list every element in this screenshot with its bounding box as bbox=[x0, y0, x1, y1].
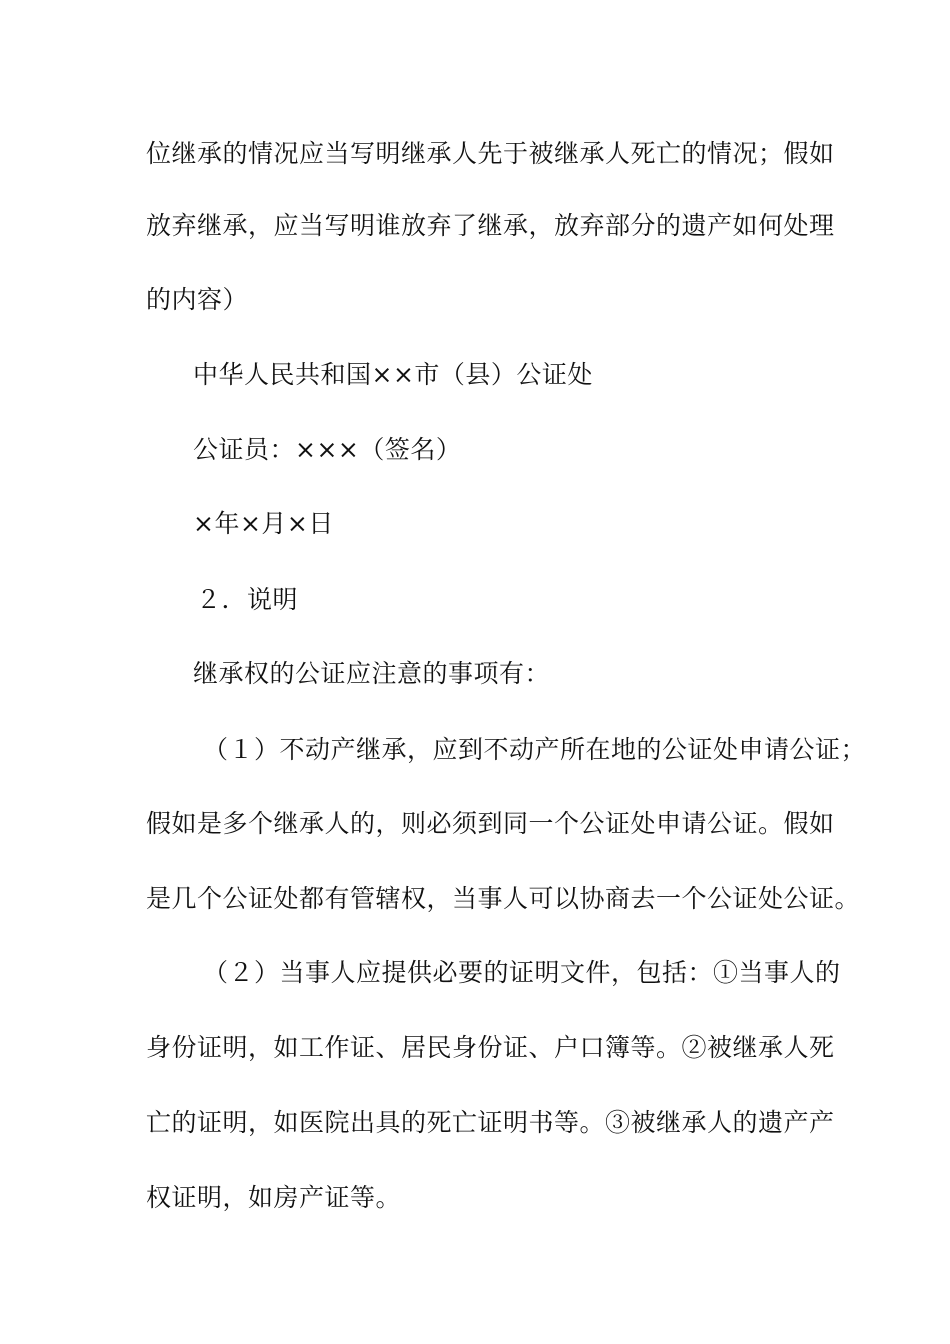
list-item-line: 身份证明，如工作证、居民身份证、户口簿等。②被继承人死 bbox=[146, 1033, 835, 1062]
notary-office-line: 中华人民共和国××市（县）公证处 bbox=[193, 360, 593, 389]
paragraph-line: 的内容） bbox=[146, 285, 249, 314]
notary-signature-line: 公证员：×××（签名） bbox=[193, 435, 462, 464]
paragraph-line: 继承权的公证应注意的事项有： bbox=[193, 659, 551, 688]
list-item-line: （２）当事人应提供必要的证明文件，包括：①当事人的 bbox=[203, 958, 841, 987]
list-item-line: 亡的证明，如医院出具的死亡证明书等。③被继承人的遗产产 bbox=[146, 1108, 835, 1137]
date-line: ×年×月×日 bbox=[193, 509, 334, 538]
list-item-line: （１）不动产继承，应到不动产所在地的公证处申请公证； bbox=[203, 735, 867, 764]
paragraph-line: 放弃继承，应当写明谁放弃了继承，放弃部分的遗产如何处理 bbox=[146, 211, 835, 240]
paragraph-line: 位继承的情况应当写明继承人先于被继承人死亡的情况；假如 bbox=[146, 139, 835, 168]
list-item-line: 是几个公证处都有管辖权，当事人可以协商去一个公证处公证。 bbox=[146, 884, 861, 913]
list-item-line: 假如是多个继承人的，则必须到同一个公证处申请公证。假如 bbox=[146, 809, 835, 838]
list-item-line: 权证明，如房产证等。 bbox=[146, 1183, 402, 1212]
section-heading: ２．说明 bbox=[196, 585, 299, 614]
